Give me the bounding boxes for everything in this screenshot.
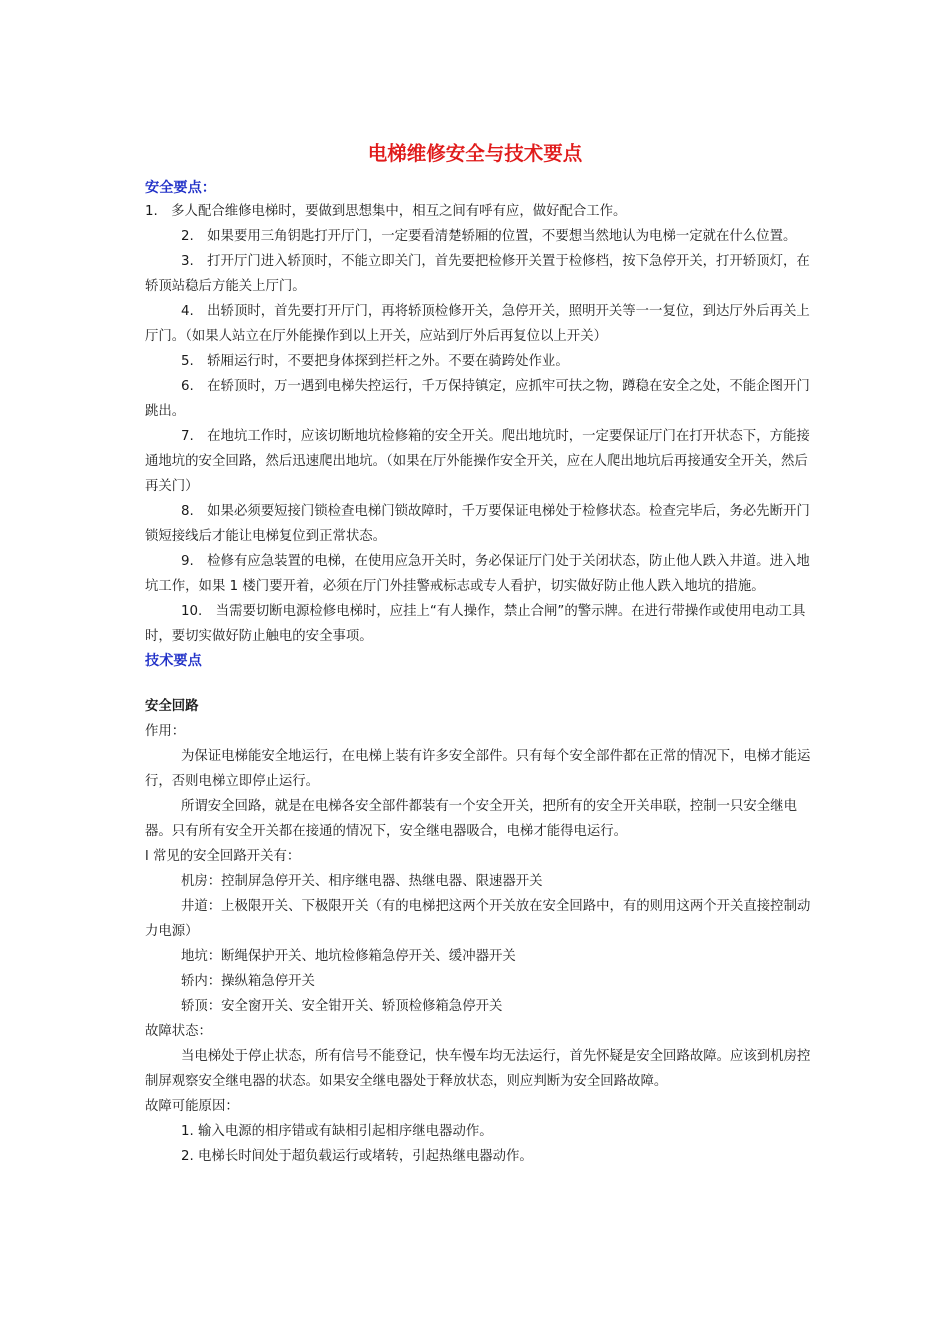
safety-item: 6. 在轿顶时，万一遇到电梯失控运行，千万保持镇定，应抓牢可扶之物，蹲稳在安全之处，不能企图开门跳出。: [145, 379, 810, 419]
safety-list: [145, 199, 815, 649]
function-paragraph: 所谓安全回路，就是在电梯各安全部件都装有一个安全开关，把所有的安全开关串联，控制一只安全继电器。只有所有安全开关都在接通的情况下，安全继电器吸合，电梯才能得电运行。: [145, 799, 797, 839]
fault-state-paragraph: 当电梯处于停止状态，所有信号不能登记，快车慢车均无法运行，首先怀疑是安全回路故障。应该到机房控制屏观察安全继电器的状态。如果安全继电器处于释放状态，则应判断为安全回路故障。: [145, 1049, 811, 1089]
function-label: 作用：: [145, 724, 186, 739]
switch-list: [145, 869, 815, 1019]
safety-item: 1. 多人配合维修电梯时，要做到思想集中，相互之间有呼有应，做好配合工作。: [145, 204, 627, 219]
function-paragraph: 为保证电梯能安全地运行，在电梯上装有许多安全部件。只有每个安全部件都在正常的情况下，电梯才能运行，否则电梯立即停止运行。: [145, 749, 811, 789]
switch-item: 轿内：操纵箱急停开关: [181, 974, 315, 989]
safety-item: 4. 出轿顶时，首先要打开厅门，再将轿顶检修开关，急停开关，照明开关等一一复位，到达厅外后再关上厅门。（如果人站立在厅外能操作到以上开关，应站到厅外后再复位以上开关）: [145, 304, 810, 344]
document-title: 电梯维修安全与技术要点: [367, 142, 583, 165]
tech-heading: 技术要点: [145, 653, 202, 669]
safety-item: 3. 打开厅门进入轿顶时，不能立即关门，首先要把检修开关置于检修档，按下急停开关，打开轿顶灯，在轿顶站稳后方能关上厅门。: [145, 254, 810, 294]
safety-item: 2. 如果要用三角钥匙打开厅门，一定要看清楚轿厢的位置，不要想当然地认为电梯一定就在什么位置。: [181, 229, 797, 244]
fault-cause-item: 2. 电梯长时间处于超负载运行或堵转，引起热继电器动作。: [181, 1149, 533, 1164]
fault-cause-label: 故障可能原因：: [145, 1099, 239, 1114]
fault-cause-list: [145, 1119, 815, 1169]
switch-item: 轿顶：安全窗开关、安全钳开关、轿顶检修箱急停开关: [181, 999, 503, 1014]
safety-circuit-heading: 安全回路: [145, 699, 199, 714]
safety-item: 8. 如果必须要短接门锁检查电梯门锁故障时，千万要保证电梯处于检修状态。检查完毕后，务必先断开门锁短接线后才能让电梯复位到正常状态。: [145, 504, 810, 544]
switch-item: 井道：上极限开关、下极限开关（有的电梯把这两个开关放在安全回路中，有的则用这两个开关直接控制动力电源）: [145, 899, 811, 939]
document-body: [145, 178, 815, 1169]
fault-state-label: 故障状态：: [145, 1024, 212, 1039]
safety-heading: 安全要点：: [145, 180, 216, 196]
safety-item: 9. 检修有应急装置的电梯，在使用应急开关时，务必保证厅门处于关闭状态，防止他人跌入井道。进入地坑工作，如果 1 楼门要开着，必须在厅门外挂警戒标志或专人看护，切实做好防止他人跌入地坑的措施。: [145, 554, 810, 594]
switch-item: 地坑：断绳保护开关、地坑检修箱急停开关、缓冲器开关: [181, 949, 516, 964]
safety-item: 7. 在地坑工作时，应该切断地坑检修箱的安全开关。爬出地坑时，一定要保证厅门在打开状态下，方能接通地坑的安全回路，然后迅速爬出地坑。（如果在厅外能操作安全开关，应在人爬出地坑后再接通安全开关，然后再关门）: [145, 429, 810, 494]
safety-item: 5. 轿厢运行时，不要把身体探到拦杆之外。不要在骑跨处作业。: [181, 354, 569, 369]
common-switches-label: l 常见的安全回路开关有：: [145, 849, 301, 864]
fault-cause-item: 1. 输入电源的相序错或有缺相引起相序继电器动作。: [181, 1124, 493, 1139]
safety-item: 10. 当需要切断电源检修电梯时，应挂上“有人操作，禁止合闸”的警示牌。在进行带操作或使用电动工具时，要切实做好防止触电的安全事项。: [145, 604, 806, 644]
switch-item: 机房：控制屏急停开关、相序继电器、热继电器、限速器开关: [181, 874, 543, 889]
